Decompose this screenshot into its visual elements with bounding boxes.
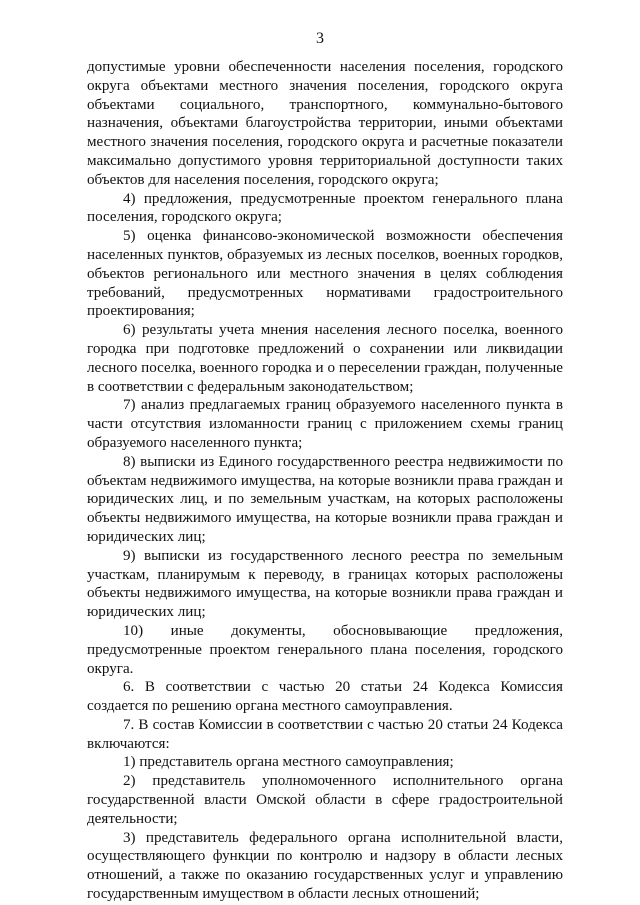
- paragraph-item-6: 6) результаты учета мнения населения лесного поселка, военного городка при подготовке предложений о сохранении или ликвидации лесного поселка, военного городка и о переселении граждан, полученные в соответствии с федеральным законодательством;: [87, 322, 563, 395]
- paragraph-item-4: 4) предложения, предусмотренные проектом генерального плана поселения, городского округа;: [87, 190, 563, 226]
- paragraph-item-5: 5) оценка финансово-экономической возможности обеспечения населенных пунктов, образуемых из лесных поселков, военных городков, объектов регионального или местного значения в целях соблюдения требований, предусмотренных нормативами градостроительного проектирования;: [87, 228, 563, 320]
- paragraph-item-9: 9) выписки из государственного лесного реестра по земельным участкам, планирумым к переводу, в границах которых расположены объекты недвижимого имущества, на которые возникли права граждан и юридических лиц;: [87, 547, 563, 621]
- document-body: [87, 58, 563, 904]
- paragraph-clause-7: 7. В состав Комиссии в соответствии с частью 20 статьи 24 Кодекса включаются:: [87, 716, 563, 752]
- paragraph-item-7: 7) анализ предлагаемых границ образуемого населенного пункта в части отсутствия изломанности границ с приложением схемы границ образуемого населенного пункта;: [87, 397, 563, 451]
- paragraph-clause-6: 6. В соответствии с частью 20 статьи 24 Кодекса Комиссия создается по решению органа местного самоуправления.: [87, 679, 563, 715]
- paragraph-member-2: 2) представитель уполномоченного исполнительного органа государственной власти Омской области в сфере градостроительной деятельности;: [87, 773, 563, 827]
- paragraph-member-3: 3) представитель федерального органа исполнительной власти, осуществляющего функции по контролю и надзору в области лесных отношений, а также по оказанию государственных услуг и управлению государственным имуществом в области лесных отношений;: [87, 829, 563, 903]
- paragraph-item-8: 8) выписки из Единого государственного реестра недвижимости по объектам недвижимого имущества, на которые возникли права граждан и юридических лиц, и по земельным участкам, на которых расположены объекты недвижимого имущества, на которые возникли права граждан и юридических лиц;: [87, 453, 563, 545]
- paragraph-item-10: 10) иные документы, обосновывающие предложения, предусмотренные проектом генерального плана поселения, городского округа.: [87, 622, 563, 677]
- paragraph-continuation: допустимые уровни обеспеченности населения поселения, городского округа объектами местного значения поселения, городского округа объектами социального, транспортного, коммунально-бытового назначения, объектами благоустройства территории, иными объектами местного значения поселения, городского округа и расчетные показатели максимально допустимого уровня территориальной доступности таких объектов для населения поселения, городского округа;: [87, 59, 563, 188]
- paragraph-member-1: 1) представитель органа местного самоуправления;: [123, 754, 454, 771]
- page-number: 3: [316, 30, 324, 47]
